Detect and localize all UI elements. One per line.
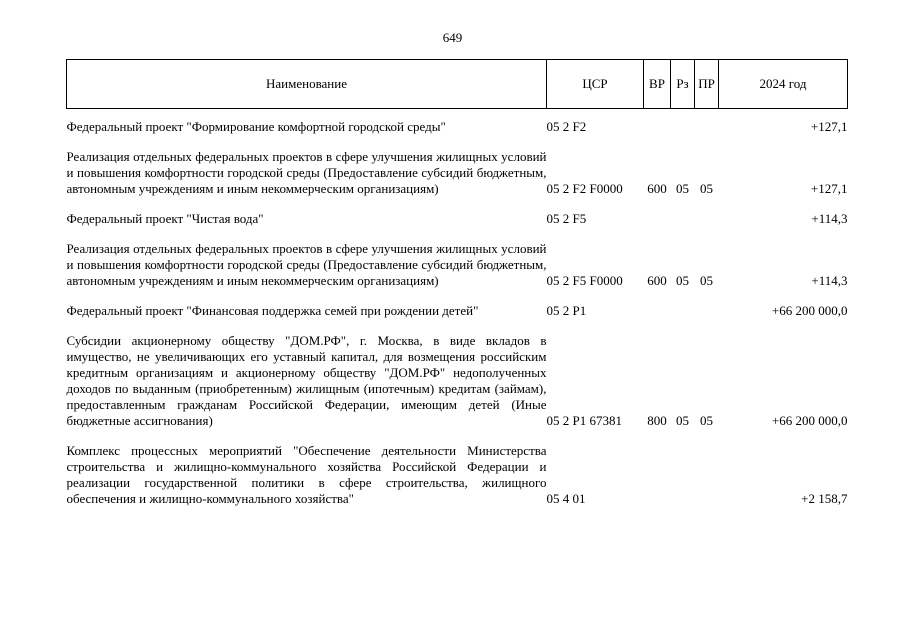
row-amount: +114,3 xyxy=(811,211,848,226)
header-vr: ВР xyxy=(644,60,671,109)
header-year: 2024 год xyxy=(719,60,848,109)
row-amount: +66 200 000,0 xyxy=(771,413,848,428)
row-pr xyxy=(695,211,719,231)
header-pr: ПР xyxy=(695,60,719,109)
header-name: Наименование xyxy=(67,60,547,109)
row-csr: 05 2 F5 xyxy=(546,211,587,226)
budget-table xyxy=(66,59,848,511)
table-row xyxy=(67,119,848,139)
row-amount: +2 158,7 xyxy=(801,491,848,506)
row-vr: 800 xyxy=(647,413,667,428)
row-amount: +127,1 xyxy=(810,119,848,134)
row-amount: +127,1 xyxy=(810,181,848,196)
table-row xyxy=(67,303,848,323)
row-rz xyxy=(671,119,695,139)
row-vr xyxy=(644,119,671,139)
row-pr: 05 xyxy=(700,273,713,288)
row-rz: 05 xyxy=(676,181,689,196)
row-name: Комплекс процессных мероприятий "Обеспечение деятельности Министерства строительства и жилищно-коммунального хозяйства Российской Федерации и реализации государственной политики в сфере строительства, жилищного обеспечения и жилищно-коммунального хозяйства" xyxy=(66,443,547,506)
header-rz: Рз xyxy=(671,60,695,109)
row-vr xyxy=(644,211,671,231)
row-vr: 600 xyxy=(647,181,667,196)
page-number: 649 xyxy=(442,30,463,45)
row-name: Федеральный проект "Формирование комфортной городской среды" xyxy=(66,119,446,134)
table-row xyxy=(67,443,848,511)
row-vr xyxy=(644,443,671,511)
row-csr: 05 2 F2 F0000 xyxy=(546,181,623,196)
row-vr xyxy=(644,303,671,323)
row-csr: 05 2 P1 xyxy=(546,303,587,318)
row-amount: +66 200 000,0 xyxy=(771,303,848,318)
row-pr xyxy=(695,303,719,323)
row-rz xyxy=(671,303,695,323)
row-rz: 05 xyxy=(676,413,689,428)
row-amount: +114,3 xyxy=(811,273,848,288)
row-csr: 05 4 01 xyxy=(546,491,586,506)
row-pr: 05 xyxy=(700,181,713,196)
row-rz: 05 xyxy=(676,273,689,288)
row-pr xyxy=(695,119,719,139)
row-pr xyxy=(695,443,719,511)
row-csr: 05 2 P1 67381 xyxy=(546,413,622,428)
row-name: Федеральный проект "Финансовая поддержка семей при рождении детей" xyxy=(66,303,479,318)
table-row xyxy=(67,241,848,293)
table-header-row xyxy=(67,60,848,109)
table-row xyxy=(67,333,848,433)
row-name: Субсидии акционерному обществу "ДОМ.РФ", г. Москва, в виде вкладов в имущество, не увеличивающих его уставный капитал, для возмещения российским кредитным организациям и акционерному обществу "ДОМ.РФ" недополученных доходов по выданным (приобретенным) жилищным (ипотечным) кредитам (займам), предоставленным гражданам Российской Федерации, имеющим детей (Иные бюджетные ассигнования) xyxy=(66,333,547,428)
row-rz xyxy=(671,211,695,231)
row-csr: 05 2 F5 F0000 xyxy=(546,273,623,288)
row-csr: 05 2 F2 xyxy=(546,119,587,134)
row-name: Реализация отдельных федеральных проектов в сфере улучшения жилищных условий и повышения комфортности городской среды (Предоставление субсидий бюджетным, автономным учреждениям и иным некоммерческим организациям) xyxy=(66,149,547,196)
table-row xyxy=(67,211,848,231)
row-pr: 05 xyxy=(700,413,713,428)
header-csr: ЦСР xyxy=(547,60,644,109)
row-rz xyxy=(671,443,695,511)
table-row xyxy=(67,149,848,201)
row-name: Реализация отдельных федеральных проектов в сфере улучшения жилищных условий и повышения комфортности городской среды (Предоставление субсидий бюджетным, автономным учреждениям и иным некоммерческим организациям) xyxy=(66,241,547,288)
row-name: Федеральный проект "Чистая вода" xyxy=(66,211,264,226)
row-vr: 600 xyxy=(647,273,667,288)
